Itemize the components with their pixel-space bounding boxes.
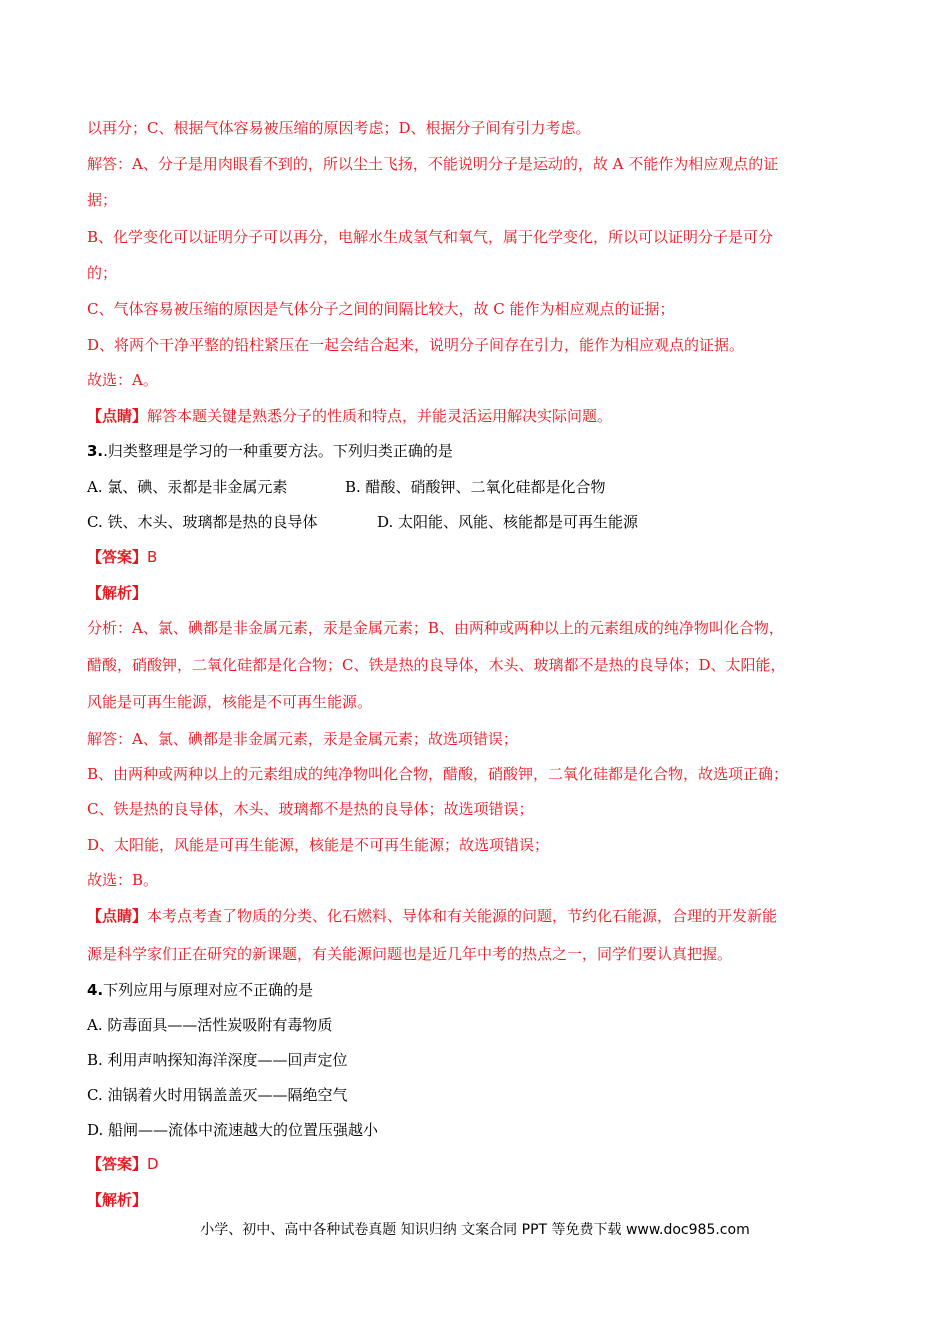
analysis-line: 分析：A、氯、碘都是非金属元素，汞是金属元素；B、由两种或两种以上的元素组成的纯净物叫化合物， — [87, 619, 784, 637]
answer-line: B、化学变化可以证明分子可以再分，电解水生成氢气和氧气，属于化学变化，所以可以证明分子是可分 — [87, 228, 774, 246]
note-line — [87, 406, 612, 426]
analysis-line: 故选：B。 — [87, 871, 159, 889]
analysis-row — [87, 583, 147, 603]
answer-line: 以再分；C、根据气体容易被压缩的原因考虑；D、根据分子间有引力考虑。 — [87, 119, 591, 137]
analysis-line: 醋酸，硝酸钾，二氧化硅都是化合物；C、铁是热的良导体，木头、玻璃都不是热的良导体；D、太阳能， — [87, 656, 786, 674]
answer-line: D、将两个干净平整的铅柱紧压在一起会结合起来，说明分子间存在引力，能作为相应观点的证据。 — [87, 336, 745, 354]
question-text: 下列应用与原理对应不正确的是 — [103, 981, 314, 999]
answer-row — [87, 1154, 159, 1174]
note-text: 本考点考查了物质的分类、化石燃料、导体和有关能源的问题，节约化石能源，合理的开发新能 — [147, 907, 778, 925]
note-tag: 【点睛】 — [87, 407, 148, 425]
note-line: 源是科学家们正在研究的新课题，有关能源问题也是近几年中考的热点之一，同学们要认真把握。 — [87, 945, 733, 963]
note-text: 解答本题关键是熟悉分子的性质和特点，并能灵活运用解决实际问题。 — [147, 407, 613, 425]
analysis-tag: 【解析】 — [87, 1191, 148, 1209]
question-3-options-cd — [87, 512, 638, 532]
option-d: D. 船闸——流体中流速越大的位置压强越小 — [87, 1121, 379, 1139]
answer-row — [87, 547, 157, 567]
analysis-row — [87, 1190, 147, 1210]
answer-tag: 【答案】 — [87, 548, 148, 566]
answer-value: B — [147, 548, 158, 566]
option-b: B. 利用声呐探知海洋深度——回声定位 — [87, 1051, 348, 1069]
answer-tag: 【答案】 — [87, 1155, 148, 1173]
option-b: B. 醋酸、硝酸钾、二氧化硅都是化合物 — [345, 478, 606, 496]
page-footer: 小学、初中、高中各种试卷真题 知识归纳 文案合同 PPT 等免费下载 www.doc985.com — [200, 1222, 750, 1238]
answer-value: D — [147, 1155, 159, 1173]
option-d: D. 太阳能、风能、核能都是可再生能源 — [377, 513, 639, 531]
option-c: C. 油锅着火时用锅盖盖灭——隔绝空气 — [87, 1086, 348, 1104]
answer-line: C、气体容易被压缩的原因是气体分子之间的间隔比较大，故 C 能作为相应观点的证据； — [87, 300, 675, 318]
question-3-stem — [87, 441, 453, 461]
option-c: C. 铁、木头、玻璃都是热的良导体 — [87, 513, 318, 531]
question-text: .归类整理是学习的一种重要方法。下列归类正确的是 — [103, 442, 453, 460]
analysis-line: D、太阳能，风能是可再生能源，核能是不可再生能源；故选项错误； — [87, 836, 550, 854]
analysis-line: 解答：A、氯、碘都是非金属元素，汞是金属元素；故选项错误； — [87, 730, 518, 748]
analysis-line: B、由两种或两种以上的元素组成的纯净物叫化合物，醋酸，硝酸钾，二氧化硅都是化合物，故选项正确； — [87, 765, 789, 783]
note-line — [87, 906, 777, 926]
answer-line: 解答：A、分子是用肉眼看不到的，所以尘土飞扬，不能说明分子是运动的，故 A 不能作为相应观点的证 — [87, 155, 779, 173]
question-4-stem — [87, 980, 313, 1000]
question-3-options-ab — [87, 477, 606, 497]
option-a: A. 氯、碘、汞都是非金属元素 — [87, 478, 288, 496]
answer-line: 的； — [87, 264, 118, 282]
note-tag: 【点睛】 — [87, 907, 148, 925]
question-number: 4. — [87, 981, 104, 999]
analysis-line: 风能是可再生能源，核能是不可再生能源。 — [87, 693, 373, 711]
option-a: A. 防毒面具——活性炭吸附有毒物质 — [87, 1016, 333, 1034]
answer-line: 据； — [87, 191, 118, 209]
question-number: 3. — [87, 442, 104, 460]
answer-line: 故选：A。 — [87, 371, 158, 389]
analysis-line: C、铁是热的良导体，木头、玻璃都不是热的良导体；故选项错误； — [87, 800, 534, 818]
analysis-tag: 【解析】 — [87, 584, 148, 602]
